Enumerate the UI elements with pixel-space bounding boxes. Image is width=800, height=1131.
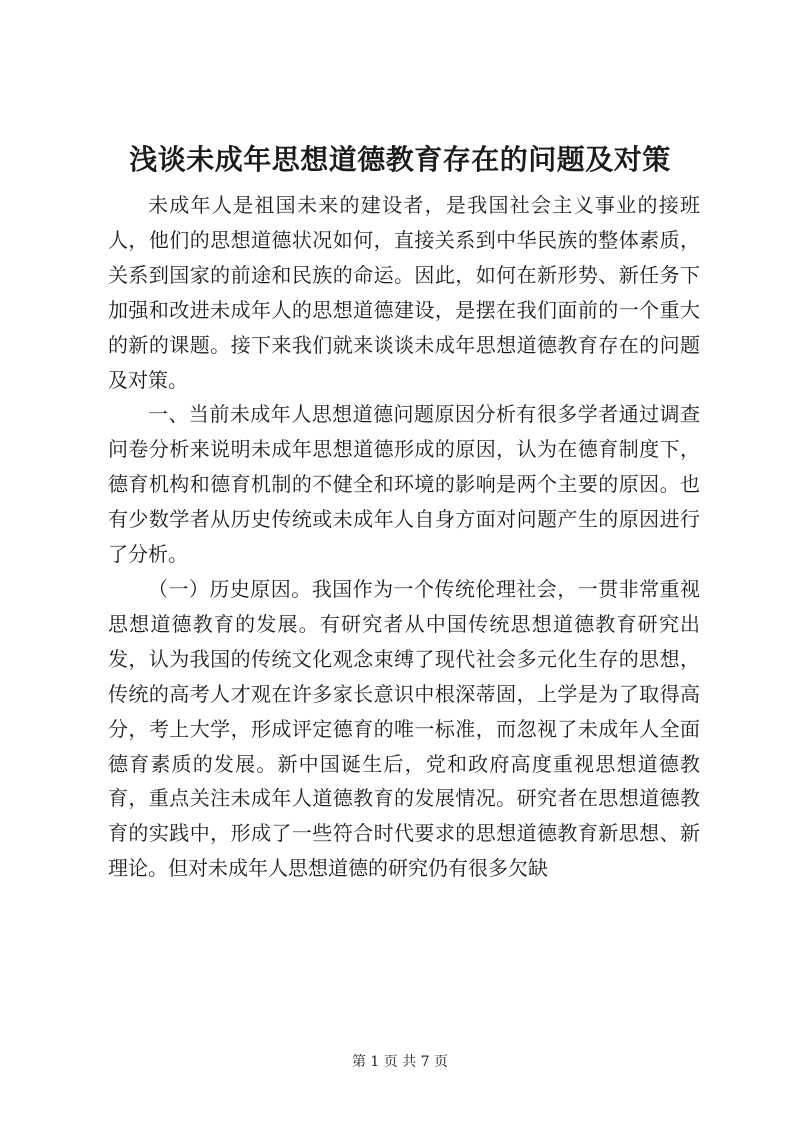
page-number-footer: 第 1 页 共 7 页 <box>351 1054 449 1070</box>
paragraph-intro: 未成年人是祖国未来的建设者，是我国社会主义事业的接班人，他们的思想道德状况如何，直接关系到中华民族的整体素质，关系到国家的前途和民族的命运。因此，如何在新形势、新任务下加强和改进未成年人的思想道德建设，是摆在我们面前的一个重大的新的课题。接下来我们就来谈谈未成年思想道德教育存在的问题及对策。 <box>108 193 700 392</box>
document-title: 浅谈未成年思想道德教育存在的问题及对策 <box>129 143 671 176</box>
document-body <box>108 188 700 886</box>
paragraph-section-one: 一、当前未成年人思想道德问题原因分析有很多学者通过调查问卷分析来说明未成年思想道德形成的原因，认为在德育制度下，德育机构和德育机制的不健全和环境的影响是两个主要的原因。也有少数学者从历史传统或未成年人自身方面对问题产生的原因进行了分析。 <box>108 402 700 567</box>
paragraph-historical-reasons: （一）历史原因。我国作为一个传统伦理社会，一贯非常重视思想道德教育的发展。有研究者从中国传统思想道德教育研究出发，认为我国的传统文化观念束缚了现代社会多元化生存的思想，传统的高考人才观在许多家长意识中根深蒂固，上学是为了取得高分，考上大学，形成评定德育的唯一标准，而忽视了未成年人全面德育素质的发展。新中国诞生后，党和政府高度重视思想道德教育，重点关注未成年人道德教育的发展情况。研究者在思想道德教育的实践中，形成了一些符合时代要求的思想道德教育新思想、新理论。但对未成年人思想道德的研究仍有很多欠缺 <box>108 576 700 881</box>
